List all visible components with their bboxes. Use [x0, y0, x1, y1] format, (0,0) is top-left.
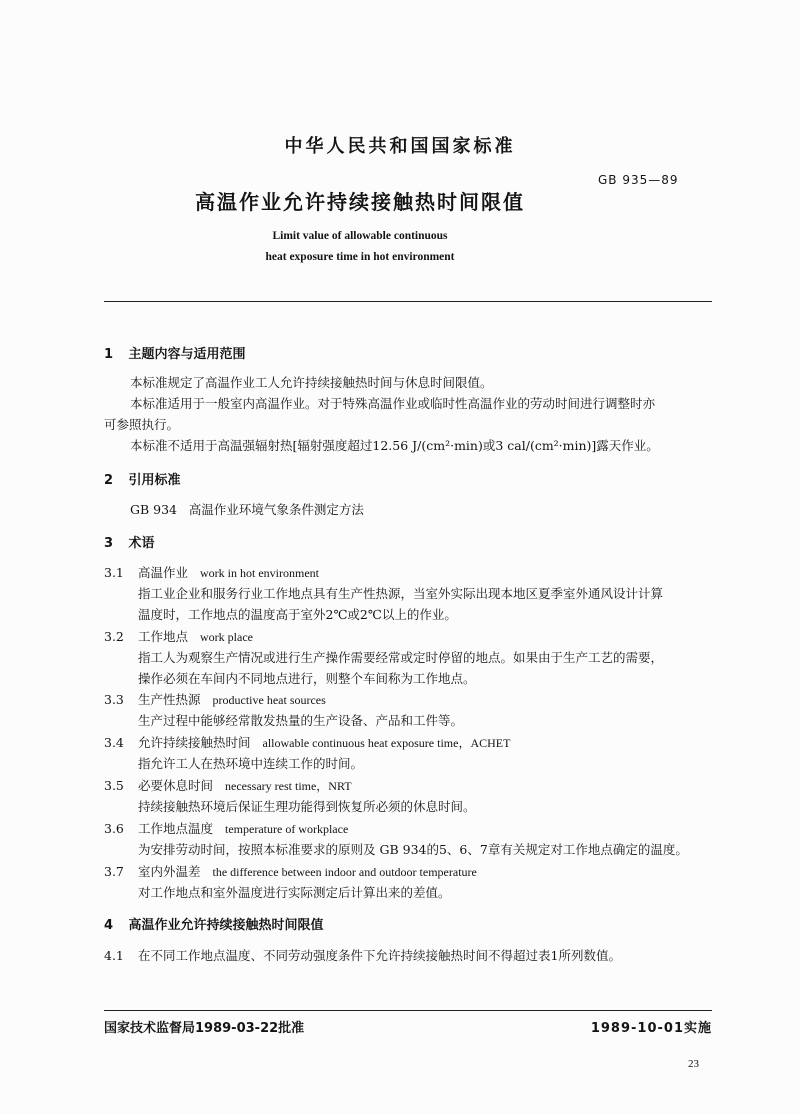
term-cn: 必要休息时间 [138, 778, 214, 793]
section-heading-3 [104, 532, 155, 551]
term-en: necessary rest time，NRT [225, 779, 352, 793]
term-number: 3.3 [104, 692, 124, 707]
term-definition: 指工业企业和服务行业工作地点具有生产性热源，当室外实际出现本地区夏季室外通风设计计算 [138, 586, 664, 601]
approval-line: 国家技术监督局1989-03-22批准 [104, 1021, 305, 1036]
paragraph-continuation: 可参照执行。 [104, 417, 180, 432]
term-en: temperature of workplace [225, 822, 349, 836]
section-heading-2 [104, 469, 181, 488]
english-title-line-1: Limit value of allowable continuous [272, 230, 448, 242]
clause-text: 在不同工作地点温度、不同劳动强度条件下允许持续接触热时间不得超过表1所列数值。 [138, 948, 621, 963]
term-3-6 [104, 819, 348, 837]
term-number: 3.7 [104, 864, 124, 879]
section-number: 3 [104, 536, 114, 551]
term-3-4 [104, 733, 510, 751]
page-number: 23 [688, 1058, 699, 1070]
term-number: 3.2 [104, 629, 124, 644]
term-definition: 生产过程中能够经常散发热量的生产设备、产品和工件等。 [138, 713, 464, 728]
normative-reference: GB 934 高温作业环境气象条件测定方法 [130, 502, 364, 517]
document-title: 高温作业允许持续接触热时间限值 [195, 190, 525, 214]
clause-4-1 [104, 946, 621, 964]
term-definition: 操作必须在车间内不同地点进行，则整个车间称为工作地点。 [138, 671, 476, 686]
term-en: productive heat sources [212, 693, 326, 707]
header-divider [104, 301, 712, 302]
paragraph: 本标准不适用于高温强辐射热[辐射强度超过12.56 J/(cm²·min)或3 cal/(cm²·min)]露天作业。 [130, 438, 659, 453]
section-title: 主题内容与适用范围 [128, 347, 246, 362]
english-title-line-2: heat exposure time in hot environment [265, 251, 455, 263]
term-3-2 [104, 627, 253, 645]
effective-date: 1989-10-01实施 [590, 1021, 712, 1036]
term-en: allowable continuous heat exposure time，ACHET [262, 736, 511, 750]
term-cn: 工作地点温度 [138, 821, 214, 836]
term-number: 3.4 [104, 735, 124, 750]
section-heading-1 [104, 343, 246, 362]
paragraph: 本标准适用于一般室内高温作业。对于特殊高温作业或临时性高温作业的劳动时间进行调整时亦 [130, 396, 656, 411]
term-en: work place [200, 630, 253, 644]
term-3-5 [104, 776, 352, 794]
standard-code: GB 935—89 [598, 173, 679, 187]
term-cn: 室内外温差 [138, 864, 201, 879]
term-3-7 [104, 862, 477, 880]
term-cn: 生产性热源 [138, 692, 201, 707]
footer-divider [104, 1010, 712, 1011]
term-cn: 工作地点 [138, 629, 189, 644]
term-definition: 指允许工人在热环境中连续工作的时间。 [138, 756, 364, 771]
section-number: 1 [104, 347, 114, 362]
term-number: 3.6 [104, 821, 124, 836]
term-definition: 指工人为观察生产情况或进行生产操作需要经常或定时停留的地点。如果由于生产工艺的需要， [138, 650, 664, 665]
term-number: 3.1 [104, 565, 124, 580]
term-cn: 允许持续接触热时间 [138, 735, 251, 750]
section-number: 2 [104, 473, 114, 488]
section-title: 术语 [128, 536, 155, 551]
term-number: 3.5 [104, 778, 124, 793]
clause-number: 4.1 [104, 948, 124, 963]
term-en: the difference between indoor and outdoor temperature [212, 865, 477, 879]
term-cn: 高温作业 [138, 565, 189, 580]
section-title: 引用标准 [128, 473, 181, 488]
national-standard-heading: 中华人民共和国国家标准 [284, 136, 516, 157]
section-number: 4 [104, 918, 114, 933]
term-3-1 [104, 563, 319, 581]
section-title: 高温作业允许持续接触热时间限值 [128, 918, 324, 933]
term-en: work in hot environment [200, 566, 319, 580]
term-definition: 为安排劳动时间，按照本标准要求的原则及 GB 934的5、6、7章有关规定对工作地点确定的温度。 [138, 842, 688, 857]
paragraph: 本标准规定了高温作业工人允许持续接触热时间与休息时间限值。 [130, 375, 493, 390]
section-heading-4 [104, 914, 324, 933]
term-definition: 持续接触热环境后保证生理功能得到恢复所必须的休息时间。 [138, 799, 476, 814]
term-definition: 对工作地点和室外温度进行实际测定后计算出来的差值。 [138, 885, 451, 900]
term-definition: 温度时，工作地点的温度高于室外2℃或2℃以上的作业。 [138, 607, 457, 622]
term-3-3 [104, 690, 326, 708]
